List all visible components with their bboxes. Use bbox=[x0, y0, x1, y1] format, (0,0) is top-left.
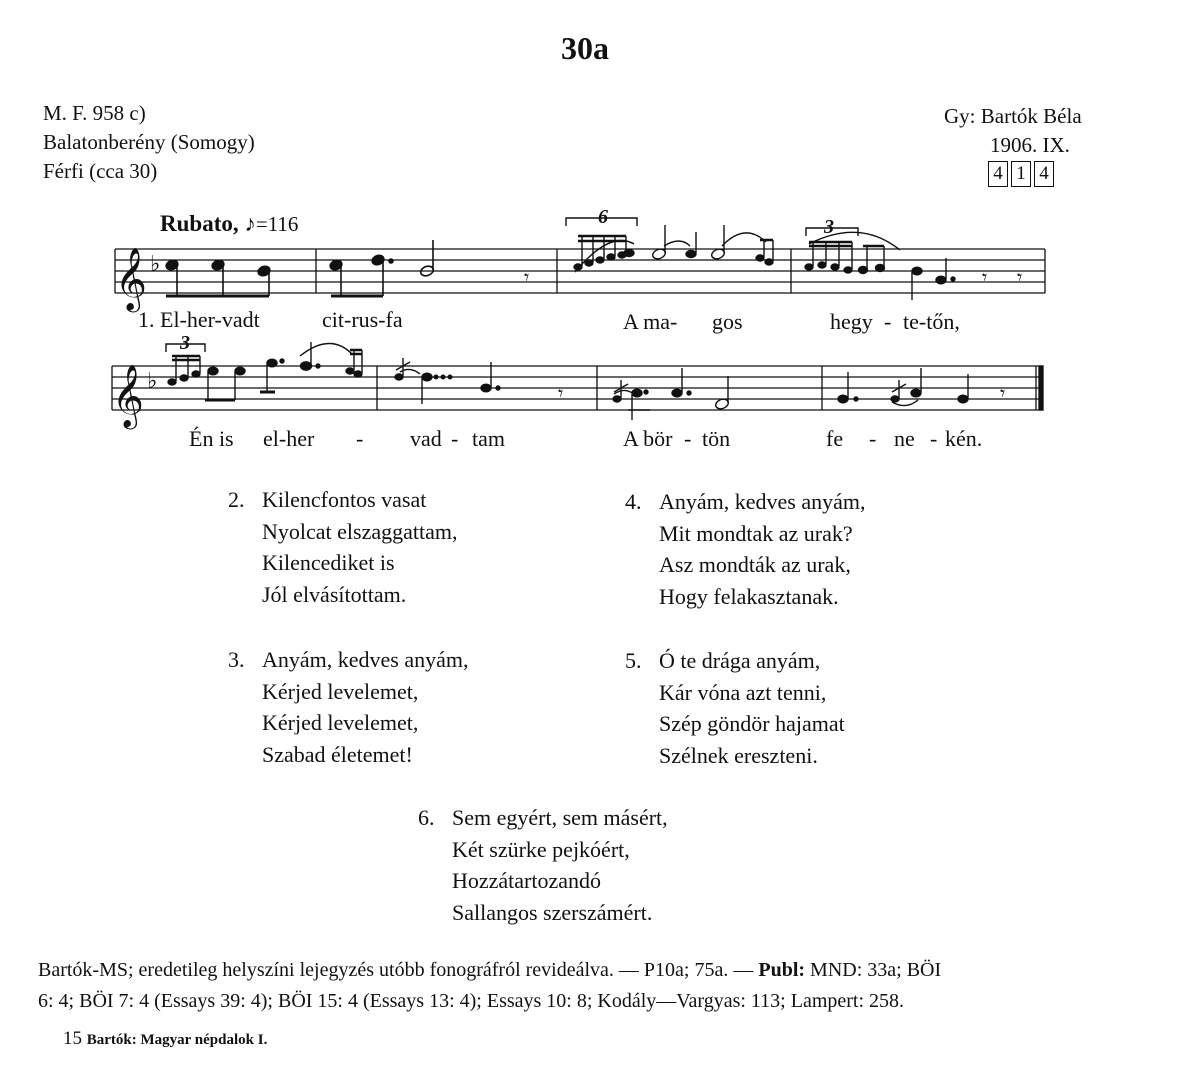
measure-6-notes bbox=[395, 358, 563, 405]
stanza-line: Kérjed levelemet, bbox=[262, 710, 419, 735]
stanza-line: Ó te drága anyám, bbox=[659, 648, 821, 673]
svg-text:𝄾: 𝄾 bbox=[1017, 265, 1023, 289]
stanza-line: Nyolcat elszaggattam, bbox=[262, 518, 458, 544]
staff-1 bbox=[115, 249, 1045, 293]
stanza-line: Jól elvásítottam. bbox=[262, 581, 407, 607]
page-number: 15 bbox=[63, 1028, 82, 1049]
music-notation bbox=[0, 0, 1200, 470]
stanza-line: Kilencfontos vasat bbox=[262, 487, 427, 512]
stanza-line: Kérjed levelemet, bbox=[262, 678, 419, 704]
lyric-syllable: - bbox=[684, 426, 692, 451]
lyric-syllable: 1. El-her-vadt bbox=[138, 307, 260, 332]
stanza-line: Asz mondták az urak, bbox=[659, 552, 851, 577]
lyric-syllable: cit-rus-fa bbox=[322, 307, 403, 332]
collector: Gy: Bartók Béla bbox=[944, 104, 1082, 128]
flat-icon: ♭ bbox=[150, 252, 161, 277]
lyric-syllable: ne bbox=[894, 426, 915, 451]
location: Balatonberény (Somogy) bbox=[43, 130, 255, 154]
lyric-syllable: - bbox=[930, 426, 938, 451]
stanza-line: Szabad életemet! bbox=[262, 741, 413, 767]
stanza-line: Két szürke pejkóért, bbox=[452, 836, 630, 862]
lyric-syllable: tön bbox=[702, 426, 731, 451]
eighth-note-icon: ♪ bbox=[244, 211, 256, 236]
lyric-syllable: Én is bbox=[189, 426, 234, 451]
lyric-syllable: hegy bbox=[830, 309, 873, 334]
stanza-3 bbox=[228, 644, 469, 770]
stanza-5 bbox=[625, 645, 845, 771]
lyric-syllable: A bör bbox=[623, 426, 673, 451]
measure-5-notes bbox=[166, 342, 362, 400]
stanza-6 bbox=[418, 802, 668, 928]
collection-date: 1906. IX. bbox=[990, 133, 1070, 157]
stanza-line: Hogy felakasztanak. bbox=[659, 583, 839, 609]
stanza-number: 5. bbox=[625, 648, 642, 673]
page-footer bbox=[63, 1028, 267, 1050]
lyric-syllable: A ma- bbox=[623, 309, 678, 334]
stanza-2 bbox=[228, 484, 457, 610]
stanza-line: Sem egyért, sem másért, bbox=[452, 805, 668, 830]
lyric-syllable: - bbox=[884, 309, 892, 334]
lyric-syllable: - bbox=[356, 426, 364, 451]
stanza-line: Kilencediket is bbox=[262, 550, 395, 575]
class-box: 4 bbox=[988, 161, 1008, 187]
measure-8-notes bbox=[838, 368, 1005, 406]
measure-7-notes bbox=[613, 368, 730, 420]
lyric-syllable: vad bbox=[410, 426, 442, 451]
svg-text:𝄾: 𝄾 bbox=[558, 381, 564, 405]
stanza-4 bbox=[625, 486, 866, 612]
treble-clef-icon: 𝄞 bbox=[112, 364, 144, 427]
lyric-syllable: gos bbox=[712, 309, 743, 334]
class-box: 4 bbox=[1034, 161, 1054, 187]
notes-text: MND: 33a; BÖI bbox=[805, 959, 942, 981]
flat-icon: ♭ bbox=[147, 369, 158, 394]
stanza-line: Anyám, kedves anyám, bbox=[659, 489, 866, 514]
stanza-number: 4. bbox=[625, 489, 642, 514]
stanza-number: 6. bbox=[418, 805, 435, 830]
class-box: 1 bbox=[1011, 161, 1031, 187]
stanza-number: 2. bbox=[228, 487, 245, 512]
svg-text:𝄾: 𝄾 bbox=[1000, 381, 1006, 405]
stanza-line: Szép göndör hajamat bbox=[659, 711, 845, 736]
stanza-line: Szélnek ereszteni. bbox=[659, 742, 818, 768]
stanza-line: Hozzátartozandó bbox=[452, 868, 602, 893]
svg-text:𝄾: 𝄾 bbox=[982, 265, 988, 289]
page-title: 30a bbox=[561, 30, 609, 66]
tuplet-number: 3 bbox=[824, 216, 834, 238]
metronome-value: =116 bbox=[255, 212, 299, 236]
notes-text: Bartók-MS; eredetileg helyszíni lejegyzés utóbb fonográfról revideálva. — P10a; 75a. — bbox=[38, 959, 759, 981]
stanza-line: Sallangos szerszámért. bbox=[452, 899, 653, 925]
source-notes bbox=[38, 955, 941, 1017]
lyric-syllable: fe bbox=[826, 426, 844, 451]
measure-1-notes bbox=[165, 259, 271, 296]
stanza-line: Kár vóna azt tenni, bbox=[659, 679, 827, 705]
tuplet-number: 6 bbox=[598, 206, 608, 228]
tempo-label: Rubato, bbox=[160, 211, 239, 236]
stanza-number: 3. bbox=[228, 647, 245, 672]
stanza-line: Mit mondtak az urak? bbox=[659, 520, 853, 546]
lyric-syllable: - bbox=[869, 426, 877, 451]
lyric-syllable: te-tőn, bbox=[903, 309, 960, 334]
catalog-number: M. F. 958 c) bbox=[43, 101, 146, 125]
svg-text:𝄾: 𝄾 bbox=[524, 265, 530, 289]
treble-clef-icon: 𝄞 bbox=[115, 247, 147, 310]
stanza-line: Anyám, kedves anyám, bbox=[262, 647, 469, 672]
lyric-syllable: el-her bbox=[263, 426, 315, 451]
lyric-syllable: kén. bbox=[945, 426, 983, 451]
tuplet-number: 3 bbox=[180, 332, 190, 354]
measure-4-notes bbox=[805, 228, 1022, 300]
footer-text: Bartók: Magyar népdalok I. bbox=[86, 1032, 268, 1048]
notes-text: 6: 4; BÖI 7: 4 (Essays 39: 4); BÖI 15: 4 (Essays 13: 4); Essays 10: 8; Kodály—Vargyas: 113; Lampert: 258. bbox=[38, 990, 905, 1012]
publ-label: Publ: bbox=[758, 959, 806, 981]
singer: Férfi (cca 30) bbox=[43, 159, 158, 183]
lyric-syllable: tam bbox=[472, 426, 505, 451]
lyric-syllable: - bbox=[451, 426, 459, 451]
staff-2 bbox=[112, 366, 1043, 410]
